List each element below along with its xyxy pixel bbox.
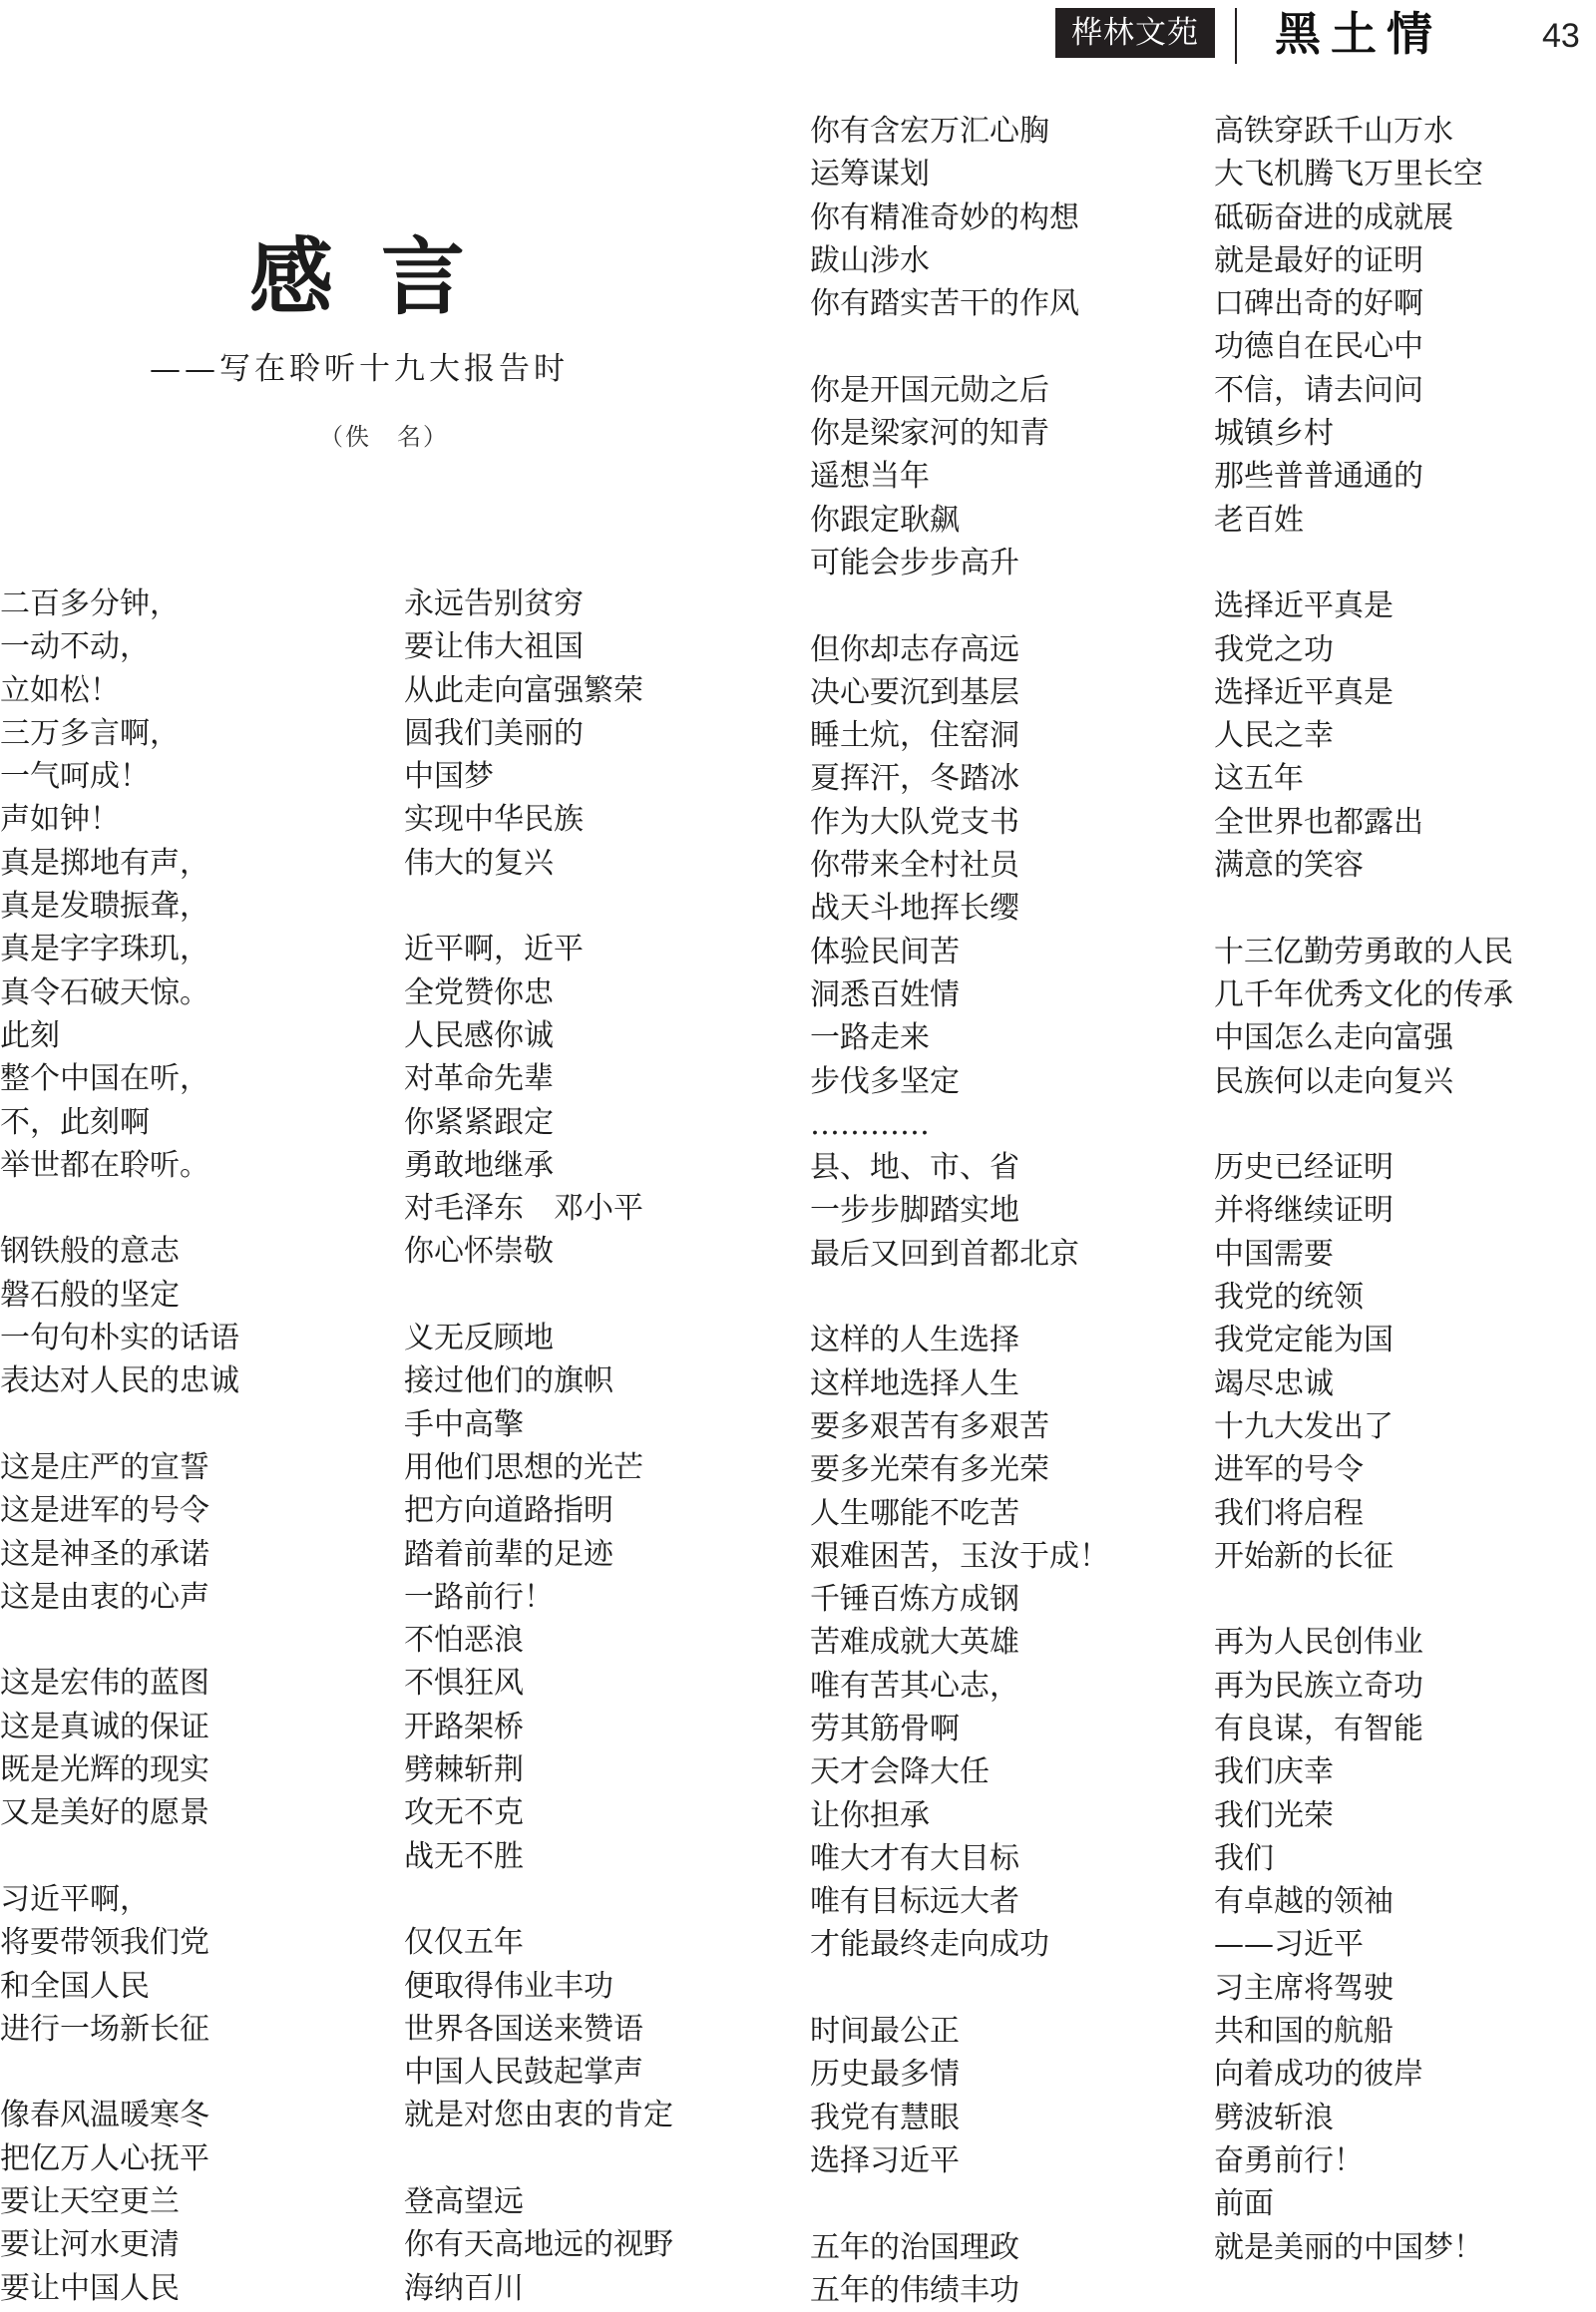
poem-line: 习主席将驾驶 [1214,1970,1394,2006]
poem-line: 中国需要 [1214,1236,1334,1272]
poem-line: 进行一场新长征 [0,2011,209,2047]
poem-line: 伟大的复兴 [404,845,554,881]
stanza-break [810,584,1209,627]
poem-line: 对革命先辈 [404,1061,554,1097]
poem-line: 你带来全村社员 [810,848,1019,884]
poem-line: 城镇乡村 [1214,416,1334,452]
poem-line: 立如松！ [0,672,120,708]
poem-line: 要多艰苦有多艰苦 [810,1408,1049,1444]
poem-line: 中国怎么走向富强 [1214,1020,1453,1056]
poem-line: 口碑出奇的好啊 [1214,286,1423,322]
poem-line: 睡土炕，住窑洞 [810,718,1019,754]
poem-line: 劈棘斩荆 [404,1752,524,1788]
poem-line: 时间最公正 [810,2014,960,2050]
poem-line: 你有精准奇妙的构想 [810,199,1079,235]
poem-line: 习近平啊， [0,1881,150,1917]
poem-line: 劈波斩浪 [1214,2100,1334,2135]
poem-line: 圆我们美丽的 [404,715,584,751]
poem-line: 选择近平真是 [1214,674,1394,710]
poem-title: 感言 [249,228,514,326]
poem-line: 我们光荣 [1214,1797,1334,1833]
poem-line: 这是进军的号令 [0,1493,209,1529]
poem-column-3 [810,110,1209,2312]
poem-line: 功德自在民心中 [1214,329,1423,365]
poem-line: 开始新的长征 [1214,1538,1394,1574]
poem-line: 夏挥汗，冬踏冰 [810,761,1019,797]
poem-line: 要让河水更清 [0,2227,180,2263]
page-number: 43 [1542,17,1580,55]
poem-line: ………… [810,1106,930,1142]
section-label: 桦林文苑 [1055,8,1215,58]
poem-line: 你有含宏万汇心胸 [810,114,1049,149]
poem-line: 一路前行！ [404,1579,554,1615]
poem-line: 近平啊，近平 [404,932,584,967]
poem-author: （佚 名） [319,423,449,451]
stanza-break [0,1835,399,1878]
poem-line: 满意的笑容 [1214,848,1364,884]
stanza-break [0,1619,399,1662]
poem-line: 便取得伟业丰功 [404,1968,613,2004]
stanza-break [0,2051,399,2094]
stanza-break [1214,1103,1596,1146]
poem-line: 真令石破天惊。 [0,974,209,1010]
poem-line: 开路架桥 [404,1709,524,1744]
poem-line: 二百多分钟， [0,586,180,621]
poem-line: 要让伟大祖国 [404,629,584,665]
stanza-break [1214,887,1596,930]
poem-column-4 [1214,110,1596,2269]
poem-line: 踏着前辈的足迹 [404,1536,613,1572]
poem-line: 民族何以走向复兴 [1214,1063,1453,1099]
poem-line: 真是发聩振聋， [0,889,209,925]
poem-line: 高铁穿跃千山万水 [1214,114,1453,149]
poem-line: 五年的治国理政 [810,2229,1019,2265]
poem-line: 一气呵成！ [0,759,150,795]
poem-line: 老百姓 [1214,502,1304,538]
poem-line: 唯有目标远大者 [810,1884,1019,1920]
stanza-break [0,1403,399,1446]
stanza-break [404,1878,803,1921]
poem-line: 有良谋，有智能 [1214,1711,1423,1746]
stanza-break [0,1187,399,1230]
poem-line: 真是掷地有声， [0,845,209,881]
poem-line: 苦难成就大英雄 [810,1625,1019,1661]
poem-line: 那些普普通通的 [1214,459,1423,495]
poem-line: 这是真诚的保证 [0,1709,209,1744]
poem-line: 三万多言啊， [0,715,180,751]
poem-line: 不惧狂风 [404,1666,524,1702]
poem-line: 你是开国元勋之后 [810,372,1049,408]
poem-line: 几千年优秀文化的传承 [1214,976,1513,1012]
poem-line: 你有踏实苦干的作风 [810,286,1079,322]
poem-line: 就是美丽的中国梦！ [1214,2229,1483,2265]
poem-line: 才能最终走向成功 [810,1927,1049,1963]
poem-line: 攻无不克 [404,1795,524,1831]
poem-line: 遥想当年 [810,459,930,495]
poem-line: 要让天空更兰 [0,2183,180,2219]
poem-line: 但你却志存高远 [810,631,1019,667]
poem-line: 全世界也都露出 [1214,804,1423,840]
poem-line: 声如钟！ [0,802,120,838]
poem-line: 既是光辉的现实 [0,1752,209,1788]
poem-line: 跋山涉水 [810,242,930,278]
poem-line: 我们 [1214,1840,1274,1876]
poem-line: 唯大才有大目标 [810,1840,1019,1876]
poem-line: 奋勇前行！ [1214,2142,1364,2178]
poem-line: 你是梁家河的知青 [810,416,1049,452]
poem-line: 这是宏伟的蓝图 [0,1666,209,1702]
poem-line: 你紧紧跟定 [404,1104,554,1140]
poem-line: 人民感你诚 [404,1017,554,1053]
poem-line: 十三亿勤劳勇敢的人民 [1214,934,1513,969]
poem-line: 要多光荣有多光荣 [810,1452,1049,1488]
poem-line: 磐石般的坚定 [0,1277,180,1313]
poem-line: 决心要沉到基层 [810,674,1019,710]
poem-line: 勇敢地继承 [404,1147,554,1183]
poem-line: 洞悉百姓情 [810,976,960,1012]
poem-line: 体验民间苦 [810,934,960,969]
poem-line: 实现中华民族 [404,802,584,838]
poem-column-1 [0,582,399,2310]
poem-line: 可能会步步高升 [810,545,1019,580]
poem-line: 登高望远 [404,2183,524,2219]
poem-line: 艰难困苦，玉汝于成！ [810,1538,1109,1574]
stanza-break [404,885,803,928]
poem-line: 一步步脚踏实地 [810,1193,1019,1229]
poem-line: 作为大队党支书 [810,804,1019,840]
poem-line: 我党有慧眼 [810,2100,960,2135]
poem-line: 让你担承 [810,1797,930,1833]
poem-line: 步伐多坚定 [810,1063,960,1099]
stanza-break [810,325,1209,368]
poem-subtitle: ——写在聆听十九大报告时 [150,351,569,387]
poem-line: 十九大发出了 [1214,1408,1394,1444]
poem-line: 有卓越的领袖 [1214,1884,1394,1920]
poem-line: 战无不胜 [404,1838,524,1874]
poem-line: 就是最好的证明 [1214,242,1423,278]
poem-line: 义无反顾地 [404,1321,554,1356]
poem-line: 千锤百炼方成钢 [810,1582,1019,1618]
poem-line: 不信，请去问问 [1214,372,1423,408]
poem-line: 选择近平真是 [1214,588,1394,624]
poem-line: 又是美好的愿景 [0,1795,209,1831]
poem-line: 运筹谋划 [810,157,930,193]
poem-line: 竭尽忠诚 [1214,1365,1334,1401]
poem-line: 你有天高地远的视野 [404,2227,673,2263]
poem-line: 你跟定耿飙 [810,502,960,538]
poem-line: 最后又回到首都北京 [810,1236,1079,1272]
poem-line: 进军的号令 [1214,1452,1364,1488]
stanza-break [810,1276,1209,1319]
poem-line: 世界各国送来赞语 [404,2011,643,2047]
poem-line: 一句句朴实的话语 [0,1321,239,1356]
poem-line: 中国梦 [404,759,494,795]
poem-line: 海纳百川 [404,2270,524,2306]
poem-line: 将要带领我们党 [0,1925,209,1961]
poem-line: 这五年 [1214,761,1304,797]
stanza-break [1214,542,1596,584]
poem-line: 就是对您由衷的肯定 [404,2098,673,2133]
poem-line: 这是神圣的承诺 [0,1536,209,1572]
poem-line: 举世都在聆听。 [0,1147,209,1183]
stanza-break [404,2137,803,2180]
poem-line: 中国人民鼓起掌声 [404,2055,643,2091]
poem-line: 再为人民创伟业 [1214,1625,1423,1661]
poem-line: 我党定能为国 [1214,1323,1394,1358]
poem-line: 历史已经证明 [1214,1150,1394,1186]
poem-line: 此刻 [0,1017,60,1053]
poem-line: 劳其筋骨啊 [810,1711,960,1746]
poem-line: 不怕恶浪 [404,1623,524,1659]
poem-column-2 [404,582,803,2310]
poem-line: 对毛泽东 邓小平 [404,1191,643,1227]
poem-line: 人民之幸 [1214,718,1334,754]
poem-line: 永远告别贫穷 [404,586,584,621]
poem-line: 要让中国人民 [0,2270,180,2306]
poem-line: 县、地、市、省 [810,1150,1019,1186]
stanza-break [1214,1578,1596,1621]
poem-line: 接过他们的旗帜 [404,1363,613,1399]
poem-line: 唯有苦其心志， [810,1668,1019,1704]
poem-line: ——习近平 [1214,1927,1364,1963]
poem-line: 你心怀崇敬 [404,1234,554,1270]
magazine-name: 黑土情 [1275,7,1442,61]
poem-line: 共和国的航船 [1214,2014,1394,2050]
poem-line: 向着成功的彼岸 [1214,2057,1423,2093]
stanza-break [810,2182,1209,2225]
poem-line: 整个中国在听， [0,1061,209,1097]
poem-line: 我党之功 [1214,631,1334,667]
poem-line: 钢铁般的意志 [0,1234,180,1270]
poem-line: 把方向道路指明 [404,1493,613,1529]
poem-line: 选择习近平 [810,2142,960,2178]
poem-line: 一路走来 [810,1020,930,1056]
poem-line: 天才会降大任 [810,1754,990,1790]
poem-line: 表达对人民的忠诚 [0,1363,239,1399]
poem-line: 一动不动， [0,629,150,665]
header-divider [1235,8,1237,64]
poem-line: 和全国人民 [0,1968,150,2004]
poem-line: 我党的统领 [1214,1280,1364,1316]
poem-line: 战天斗地挥长缨 [810,891,1019,927]
poem-line: 全党赞你忠 [404,974,554,1010]
poem-line: 从此走向富强繁荣 [404,672,643,708]
poem-line: 不，此刻啊 [0,1104,150,1140]
poem-line: 真是字字珠玑， [0,932,209,967]
poem-line: 人生哪能不吃苦 [810,1495,1019,1531]
poem-line: 五年的伟绩丰功 [810,2272,1019,2308]
poem-line: 前面 [1214,2186,1274,2222]
poem-line: 手中高擎 [404,1406,524,1442]
poem-line: 这样的人生选择 [810,1323,1019,1358]
poem-line: 像春风温暖寒冬 [0,2098,209,2133]
poem-line: 把亿万人心抚平 [0,2140,209,2176]
poem-line: 历史最多情 [810,2057,960,2093]
poem-line: 用他们思想的光芒 [404,1449,643,1485]
poem-line: 这样地选择人生 [810,1365,1019,1401]
poem-line: 并将继续证明 [1214,1193,1394,1229]
poem-line: 我们将启程 [1214,1495,1364,1531]
stanza-break [810,1967,1209,2010]
poem-line: 大飞机腾飞万里长空 [1214,157,1483,193]
stanza-break [404,1274,803,1317]
poem-line: 我们庆幸 [1214,1754,1334,1790]
poem-line: 这是由衷的心声 [0,1579,209,1615]
poem-line: 这是庄严的宣誓 [0,1449,209,1485]
poem-line: 再为民族立奇功 [1214,1668,1423,1704]
poem-line: 仅仅五年 [404,1925,524,1961]
poem-line: 砥砺奋进的成就展 [1214,199,1453,235]
